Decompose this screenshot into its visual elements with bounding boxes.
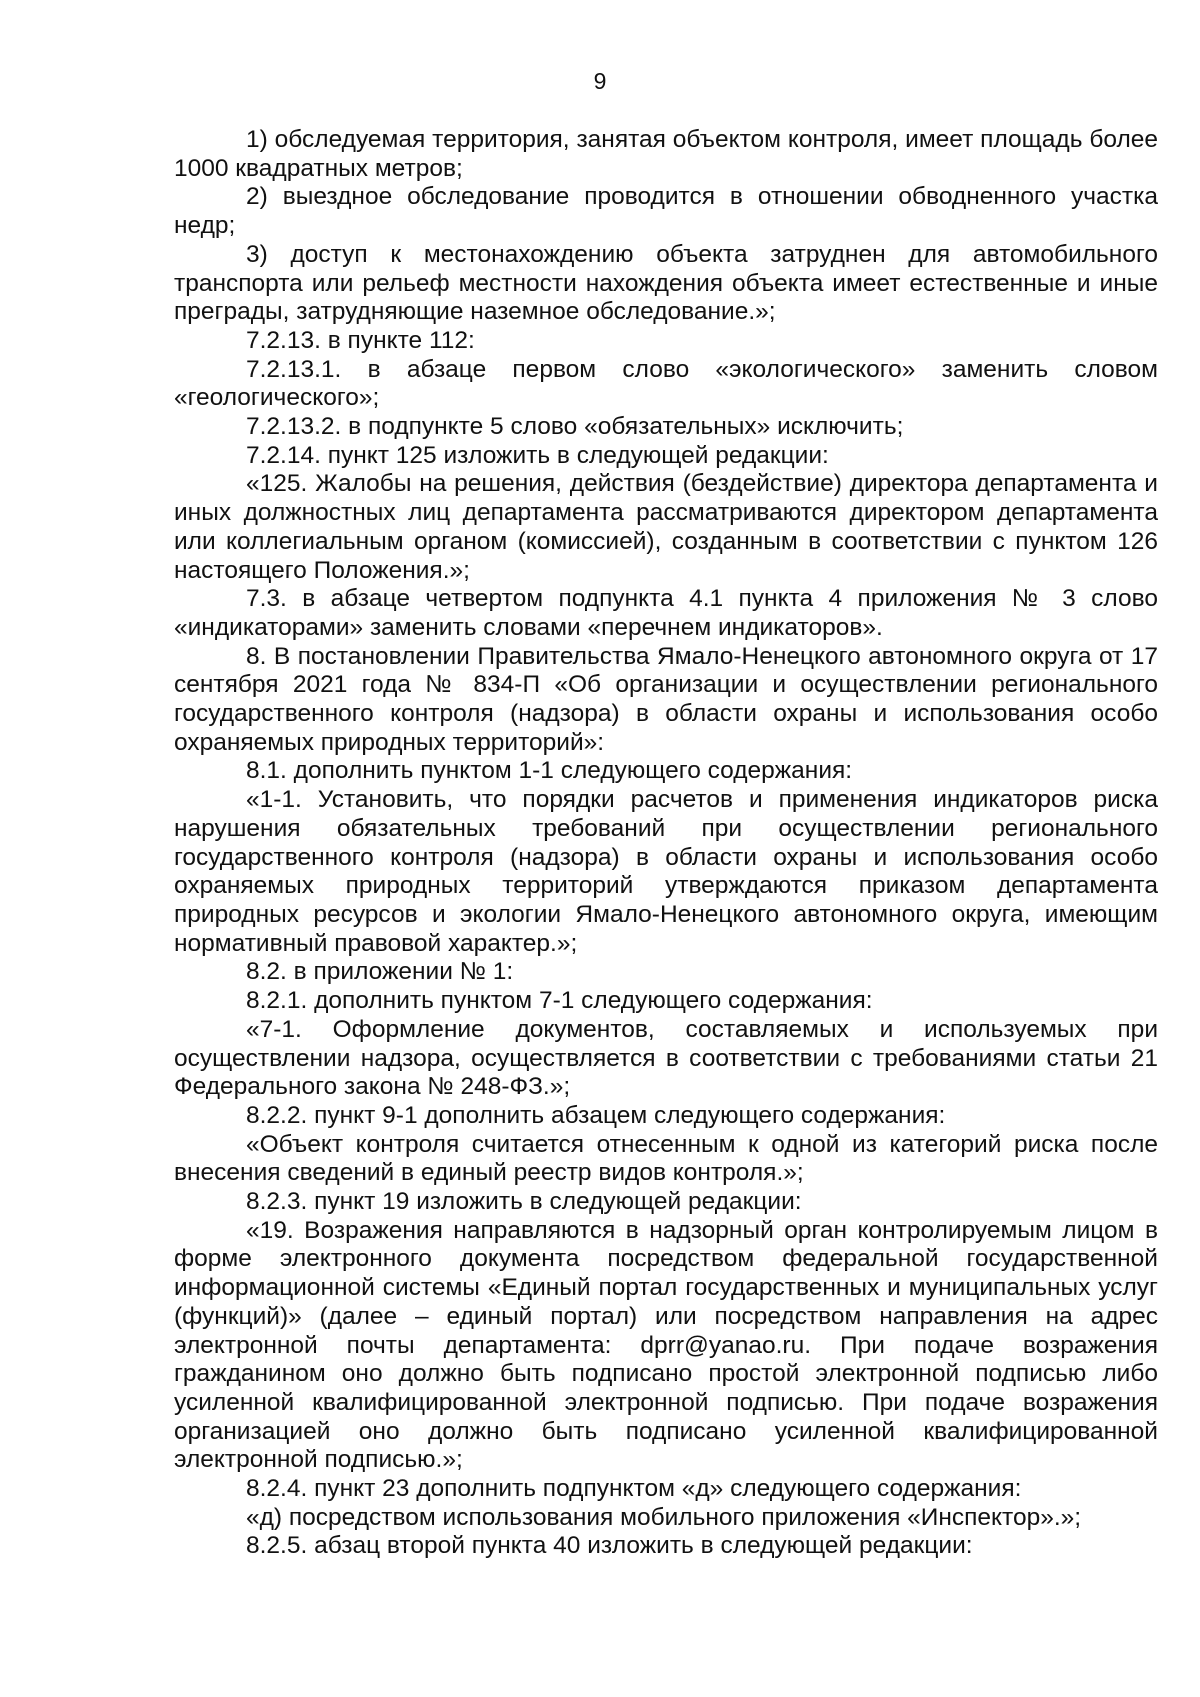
paragraph-item-1: 1) обследуемая территория, занятая объектом контроля, имеет площадь более 1000 квадратных метров; (174, 126, 1158, 182)
paragraph-7-2-13: 7.2.13. в пункте 112: (246, 326, 475, 354)
paragraph-item-3: 3) доступ к местонахождению объекта затруднен для автомобильного транспорта или рельеф местности нахождения объекта имеет естественные и иные преграды, затрудняющие наземное обследование.»; (174, 240, 1158, 326)
paragraph-7-3: 7.3. в абзаце четвертом подпункта 4.1 пункта 4 приложения № 3 слово «индикаторами» заменить словами «перечнем индикаторов». (174, 585, 1158, 641)
paragraph-8: 8. В постановлении Правительства Ямало-Ненецкого автономного округа от 17 сентября 2021 года № 834-П «Об организации и осуществлении регионального государственного контроля (надзора) в области охраны и использования особо охраняемых природных территорий»: (174, 642, 1158, 756)
paragraph-quote-risk-category: «Объект контроля считается отнесенным к одной из категорий риска после внесения сведений в единый реестр видов контроля.»; (174, 1130, 1158, 1187)
paragraph-8-1: 8.1. дополнить пунктом 1-1 следующего содержания: (246, 757, 853, 785)
page-number: 9 (593, 68, 607, 94)
paragraph-quote-19: «19. Возражения направляются в надзорный орган контролируемым лицом в форме электронного документа посредством федеральной государственной информационной системы «Единый портал государственных и муниципальных услуг (функций)» (далее – единый портал) или посредством направления на адрес электронной почты департамента: dprr@yanao.ru. При подаче возражения гражданином оно должно быть подписано простой электронной подписью либо усиленной квалифицированной электронной подписью. При подаче возражения организацией оно должно быть подписано усиленной квалифицированной электронной подписью.»; (174, 1216, 1158, 1474)
paragraph-quote-125: «125. Жалобы на решения, действия (бездействие) директора департамента и иных должностных лиц департамента рассматриваются директором департамента или коллегиальным органом (комиссией), созданным в соответствии с пунктом 126 настоящего Положения.»; (174, 470, 1158, 584)
paragraph-8-2-1: 8.2.1. дополнить пунктом 7-1 следующего содержания: (246, 987, 873, 1015)
paragraph-8-2: 8.2. в приложении № 1: (246, 958, 514, 986)
paragraph-7-2-13-1: 7.2.13.1. в абзаце первом слово «экологического» заменить словом «геологического»; (174, 355, 1158, 412)
paragraph-7-2-14: 7.2.14. пункт 125 изложить в следующей редакции: (246, 441, 829, 469)
paragraph-8-2-3: 8.2.3. пункт 19 изложить в следующей редакции: (246, 1188, 802, 1216)
paragraph-7-2-13-2: 7.2.13.2. в подпункте 5 слово «обязательных» исключить; (246, 413, 904, 441)
paragraph-8-2-2: 8.2.2. пункт 9-1 дополнить абзацем следующего содержания: (246, 1101, 946, 1129)
paragraph-quote-d: «д) посредством использования мобильного приложения «Инспектор».»; (246, 1503, 1082, 1531)
paragraph-8-2-4: 8.2.4. пункт 23 дополнить подпунктом «д» следующего содержания: (246, 1475, 1022, 1503)
paragraph-quote-1-1: «1-1. Установить, что порядки расчетов и применения индикаторов риска нарушения обязательных требований при осуществлении регионального государственного контроля (надзора) в области охраны и использования особо охраняемых природных территорий утверждаются приказом департамента природных ресурсов и экологии Ямало-Ненецкого автономного округа, имеющим нормативный правовой характер.»; (174, 786, 1158, 957)
paragraph-quote-7-1: «7-1. Оформление документов, составляемых и используемых при осуществлении надзора, осуществляется в соответствии с требованиями статьи 21 Федерального закона № 248-ФЗ.»; (174, 1015, 1158, 1101)
document-body (174, 126, 1158, 1561)
paragraph-item-2: 2) выездное обследование проводится в отношении обводненного участка недр; (174, 183, 1158, 240)
paragraph-8-2-5: 8.2.5. абзац второй пункта 40 изложить в следующей редакции: (246, 1532, 973, 1560)
